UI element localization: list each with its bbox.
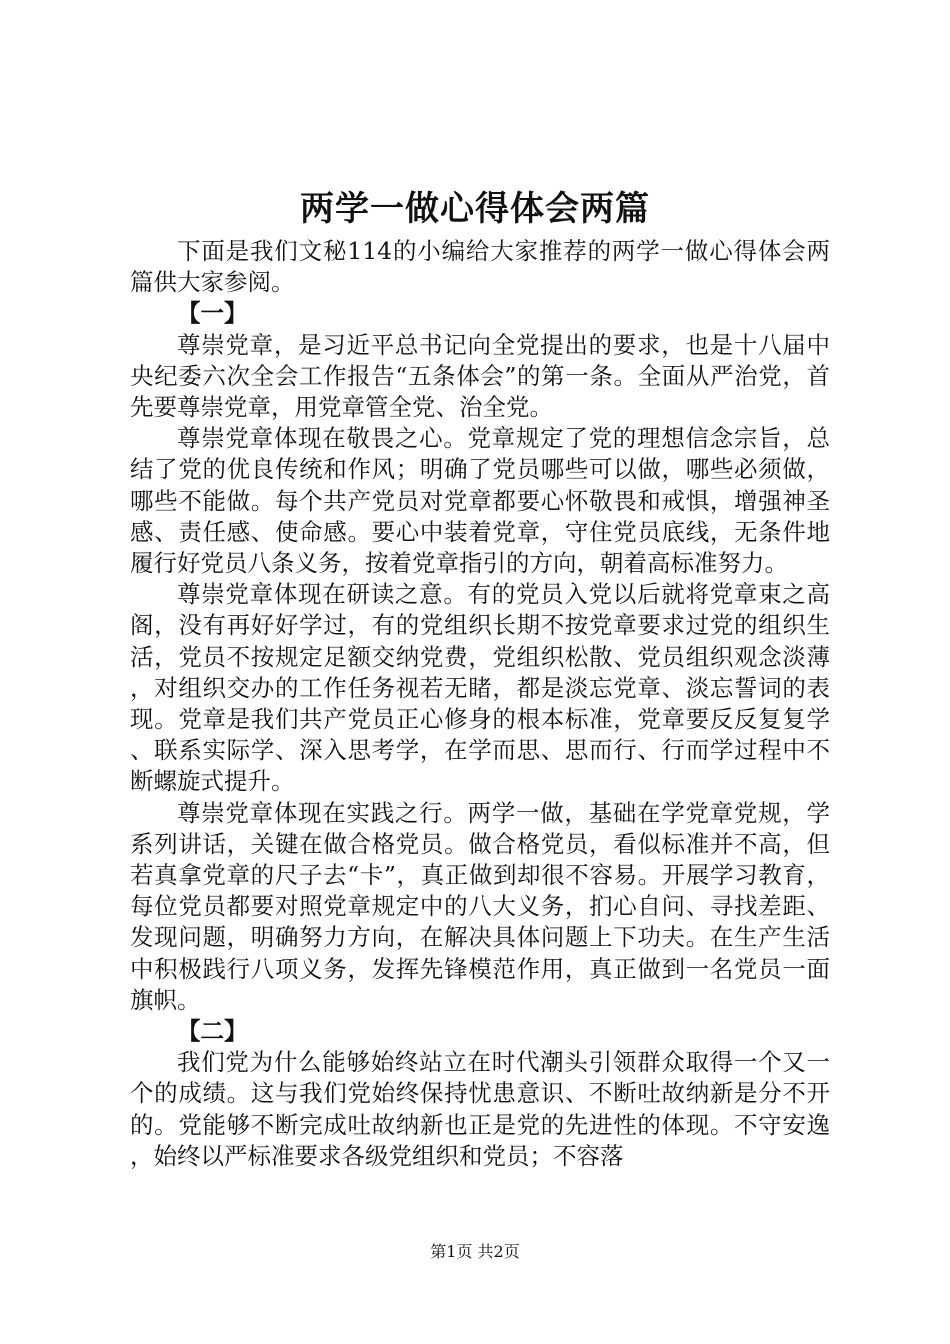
document-title: 两学一做心得体会两篇 bbox=[300, 189, 650, 229]
body-paragraph: 尊崇党章，是习近平总书记向全党提出的要求，也是十八届中央纪委六次全会工作报告“五条体会”的第一条。全面从严治党，首先要尊崇党章，用党章管全党、治全党。 bbox=[130, 330, 830, 422]
body-paragraph: 尊崇党章体现在敬畏之心。党章规定了党的理想信念宗旨，总结了党的优良传统和作风；明确了党员哪些可以做，哪些必须做，哪些不能做。每个共产党员对党章都要心怀敬畏和戒惧，增强神圣感、责任感、使命感。要心中装着党章，守住党员底线，无条件地履行好党员八条义务，按着党章指引的方向，朝着高标准努力。 bbox=[130, 424, 830, 578]
section-heading-2: 【二】 bbox=[177, 1017, 248, 1046]
intro-paragraph: 下面是我们文秘114的小编给大家推荐的两学一做心得体会两篇供大家参阅。 bbox=[130, 237, 830, 297]
page-footer: 第1页 共2页 bbox=[430, 1242, 520, 1261]
document-body bbox=[130, 236, 830, 1172]
body-paragraph: 我们党为什么能够始终站立在时代潮头引领群众取得一个又一个的成绩。这与我们党始终保持忧患意识、不断吐故纳新是分不开的。党能够不断完成吐故纳新也正是党的先进性的体现。不守安逸，始终以严标准要求各级党组织和党员；不容落 bbox=[130, 1048, 830, 1170]
section-heading-1: 【一】 bbox=[177, 299, 248, 328]
body-paragraph: 尊崇党章体现在实践之行。两学一做，基础在学党章党规，学系列讲话，关键在做合格党员。做合格党员，看似标准并不高，但若真拿党章的尺子去“卡”，真正做到却很不容易。开展学习教育，每位党员都要对照党章规定中的八大义务，扪心自问、寻找差距、发现问题，明确努力方向，在解决具体问题上下功夫。在生产生活中积极践行八项义务，发挥先锋模范作用，真正做到一名党员一面旗帜。 bbox=[130, 798, 830, 1014]
body-paragraph: 尊崇党章体现在研读之意。有的党员入党以后就将党章束之高阁，没有再好好学过，有的党组织长期不按党章要求过党的组织生活，党员不按规定足额交纳党费，党组织松散、党员组织观念淡薄，对组织交办的工作任务视若无睹，都是淡忘党章、淡忘誓词的表现。党章是我们共产党员正心修身的根本标准，党章要反反复复学、联系实际学、深入思考学，在学而思、思而行、行而学过程中不断螺旋式提升。 bbox=[130, 580, 830, 796]
